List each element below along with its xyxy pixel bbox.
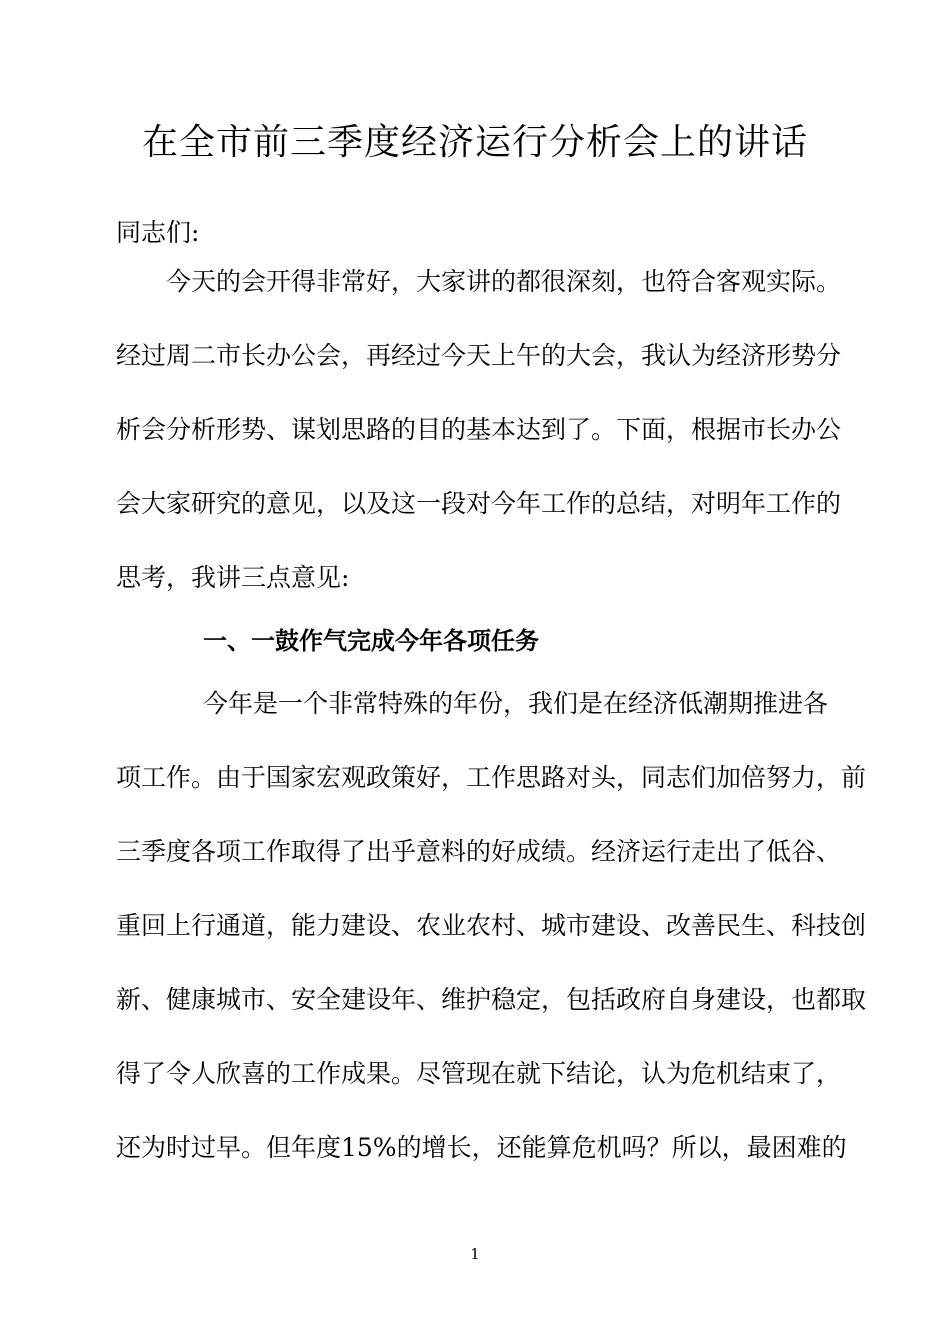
paragraph-2-line-2: 项工作。由于国家宏观政策好，工作思路对头，同志们加倍努力，前 bbox=[116, 763, 867, 792]
paragraph-2-line-4: 重回上行通道，能力建设、农业农村、城市建设、改善民生、科技创 bbox=[116, 911, 867, 940]
paragraph-2-line-3: 三季度各项工作取得了出乎意料的好成绩。经济运行走出了低谷、 bbox=[116, 837, 842, 866]
paragraph-2-line-1: 今年是一个非常特殊的年份，我们是在经济低潮期推进各 bbox=[203, 689, 829, 718]
document-title: 在全市前三季度经济运行分析会上的讲话 bbox=[141, 122, 808, 163]
paragraph-2-line-6: 得了令人欣喜的工作成果。尽管现在就下结论，认为危机结束了， bbox=[116, 1059, 842, 1088]
page-number: 1 bbox=[470, 1245, 480, 1263]
paragraph-2-line-5: 新、健康城市、安全建设年、维护稳定，包括政府自身建设，也都取 bbox=[116, 985, 867, 1014]
section-heading: 一、一鼓作气完成今年各项任务 bbox=[203, 627, 539, 655]
salutation: 同志们: bbox=[116, 218, 200, 247]
paragraph-1-line-1: 今天的会开得非常好，大家讲的都很深刻，也符合客观实际。 bbox=[166, 267, 842, 296]
paragraph-1-line-3: 析会分析形势、谋划思路的目的基本达到了。下面，根据市长办公 bbox=[116, 415, 842, 444]
paragraph-1-line-2: 经过周二市长办公会，再经过今天上午的大会，我认为经济形势分 bbox=[116, 341, 842, 370]
paragraph-1-line-4: 会大家研究的意见，以及这一段对今年工作的总结，对明年工作的 bbox=[116, 489, 842, 518]
paragraph-2-line-7: 还为时过早。但年度15%的增长，还能算危机吗？所以，最困难的 bbox=[116, 1133, 847, 1162]
paragraph-1-line-5: 思考，我讲三点意见: bbox=[116, 563, 350, 592]
